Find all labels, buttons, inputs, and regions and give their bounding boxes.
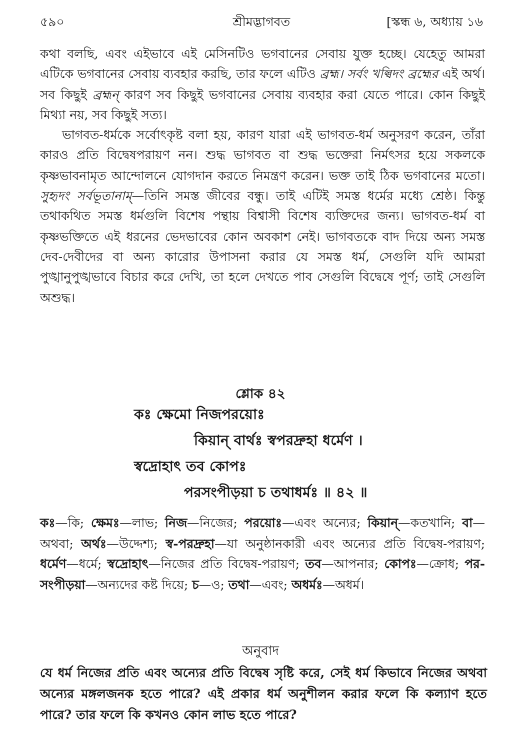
purport-paragraph-1: [40, 44, 485, 125]
synonym-word: চ: [192, 576, 199, 592]
synonym-meaning: —কতখানি;: [398, 515, 463, 530]
purport-paragraph-2: [40, 125, 485, 308]
synonym-word: কিয়ান্: [367, 515, 399, 530]
synonym-word: স্বদ্রোহাৎ: [107, 556, 149, 572]
text-run: ভাগবত-ধর্মকে সর্বোৎকৃষ্ট বলা হয়, কারণ যারা এই ভাগবত-ধর্ম অনুসরণ করেন, তাঁরা কারও প্রতি বিদ্বেষপরায়ণ নন। শুদ্ধ ভাগবত বা শুদ্ধ ভক্তেরা নির্মৎসর হয়ে সকলকে কৃষ্ণভাবনামৃত আন্দোলনে যোগদান করতে নিমন্ত্রণ করেন। ভক্ত তাই ঠিক ভগবানের মতো।: [40, 127, 485, 183]
synonym-meaning: —অথবা;: [40, 515, 485, 551]
synonym-word: অধর্মঃ: [291, 576, 323, 592]
synonym-meaning: —ক্রোধ;: [416, 556, 465, 572]
translation-heading: অনুবাদ: [242, 644, 279, 659]
text-run: এই অর্থ। সব কিছুই: [40, 66, 485, 102]
verse-line-3: স্বদ্রোহাৎ তব কোপঃ: [134, 459, 247, 475]
synonym-meaning: —অধর্ম।: [322, 576, 365, 592]
translation-text: যে ধর্ম নিজের প্রতি এবং অন্যের প্রতি বিদ্বেষ সৃষ্টি করে, সেই ধর্ম কিভাবে নিজের অথবা অন্যের মঙ্গলজনক হতে পারে? এই প্রকার ধর্ম অনুশীলন করার ফলে কি কল্যাণ হতে পারে? তার ফলে কি কখনও কোন লাভ হতে পারে?: [40, 665, 487, 722]
synonym-meaning: —যা অনুষ্ঠানকারী এবং অন্যের প্রতি বিদ্বেষ-পরায়ণ;: [214, 535, 486, 551]
italic-run: সুহৃদং সর্বভূতানাম্: [40, 188, 132, 204]
synonym-word: অর্থঃ: [81, 535, 107, 551]
synonym-word: তথা: [228, 576, 250, 592]
verse-heading: শ্লোক ৪২: [235, 386, 286, 402]
synonym-meaning: —আপনার;: [321, 556, 385, 572]
synonym-word: স্ব-পরদ্রুহা: [165, 535, 215, 551]
synonym-meaning: —এবং অন্যের;: [282, 515, 368, 530]
italic-run: ব্রহ্ম। সর্বং খল্বিদং ব্রহ্মের: [319, 66, 439, 82]
synonym-word: নিজ: [165, 515, 188, 530]
synonym-word: পর-সংপীড়য়া: [40, 556, 485, 592]
word-meanings: [40, 513, 485, 595]
synonym-word: কঃ: [40, 515, 56, 530]
synonym-word: বা: [462, 515, 473, 530]
book-title: শ্রীমদ্ভাগবত: [232, 14, 291, 29]
verse-line-4: পরসংপীড়য়া চ তথাধর্মঃ ॥ ৪২ ॥: [184, 485, 368, 501]
page-number: ৫৯০: [40, 14, 65, 29]
italic-run: ব্রহ্মন্: [92, 86, 119, 102]
verse-line-2: কিয়ান্ বার্থঃ স্বপরদ্রুহা ধর্মেণ ।: [194, 433, 363, 449]
synonym-word: পরয়োঃ: [244, 515, 283, 530]
text-run: কথা বলছি, এবং এইভাবে এই মেসিনটিও ভগবানের সেবায় যুক্ত হচ্ছে। যেহেতু আমরা এটিকে ভগবানের সেবায় ব্যবহার করছি, তার ফলে এটিও: [40, 46, 485, 82]
synonym-meaning: —এবং;: [249, 576, 292, 592]
section-reference: [স্কন্ধ ৬, অধ্যায় ১৬: [386, 14, 483, 29]
synonym-word: কোপঃ: [384, 556, 417, 572]
synonym-meaning: —উদ্দেশ্য;: [106, 535, 166, 551]
synonym-word: ধর্মেণ: [40, 556, 67, 572]
synonym-meaning: —নিজের;: [187, 515, 245, 530]
text-run: —তিনি সমস্ত জীবের বন্ধু। তাই এটিই সমস্ত ধর্মের মধ্যে শ্রেষ্ঠ। কিন্তু তথাকথিত সমস্ত ধর্মগুলি বিশেষ পন্থায় বিশ্বাসী বিশেষ ব্যক্তিদের জন্য। ভাগবত-ধর্ম বা কৃষ্ণভক্তিতে এই ধরনের ভেদভাবের কোন অবকাশ নেই। ভাগবতকে বাদ দিয়ে অন্য সমস্ত দেব-দেবীদের বা অন্য কারোর উপাসনা করার যে সমস্ত ধর্ম, সেগুলি যদি আমরা পুঙ্খানুপুঙ্খভাবে বিচার করে দেখি, তা হলে দেখতে পাব সেগুলি বিদ্বেষে পূর্ণ; তাই সেগুলি অশুদ্ধ।: [40, 188, 486, 305]
synonym-meaning: —অন্যদের কষ্ট দিয়ে;: [85, 576, 193, 592]
synonym-meaning: —ধর্মে;: [66, 556, 108, 572]
synonym-word: তব: [305, 556, 322, 572]
synonym-meaning: —লাভ;: [119, 515, 165, 530]
synonym-meaning: —নিজের প্রতি বিদ্বেষ-পরায়ণ;: [148, 556, 306, 572]
running-header: [40, 14, 483, 34]
verse-line-1: কঃ ক্ষেমো নিজপরয়োঃ: [134, 407, 265, 423]
text-run: কারণ সব কিছুই ভগবানের সেবায় ব্যবহার করা যেতে পারে। কোন কিছুই মিথ্যা নয়, সব কিছুই সত্য।: [40, 86, 485, 122]
synonym-word: ক্ষেমঃ: [90, 515, 120, 530]
synonym-meaning: —ও;: [198, 576, 229, 592]
purport-text: [40, 44, 485, 308]
synonym-meaning: —কি;: [55, 515, 91, 530]
